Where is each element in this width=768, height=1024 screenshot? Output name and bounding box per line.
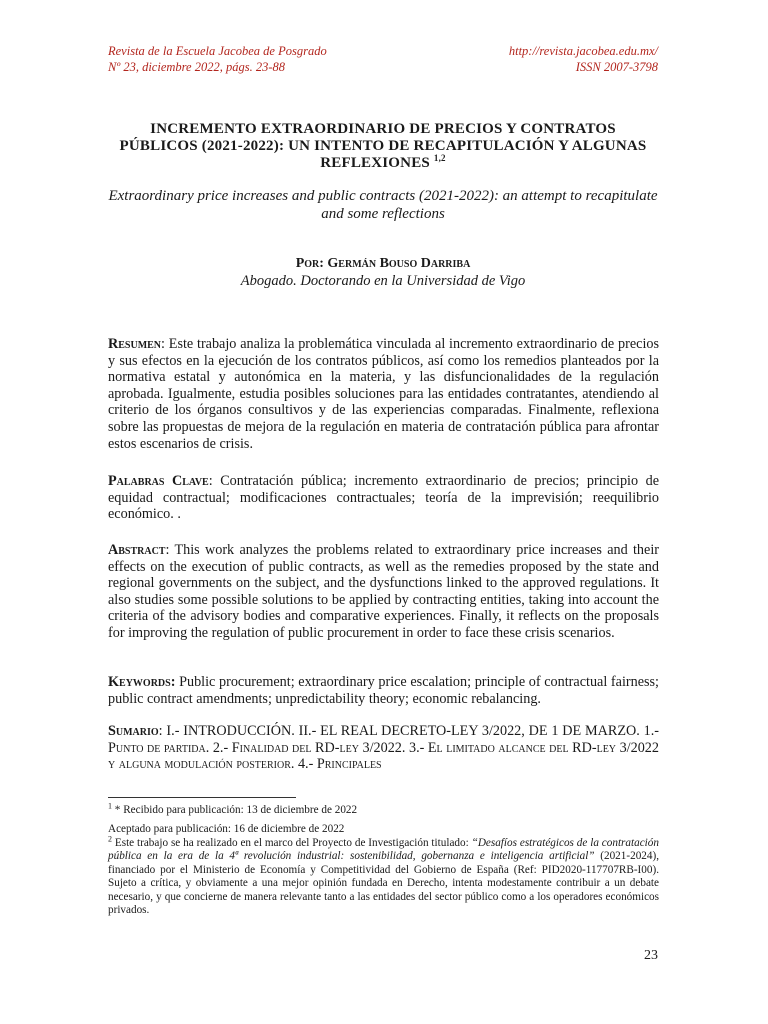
footnote-1	[108, 801, 659, 817]
title-line-3	[108, 155, 658, 172]
palabras-clave-text: : Contratación pública; incremento extraordinario de precios; principio de equidad contractual; modificaciones contractuales; teoría de la imprevisión; reequilibrio económico. .	[108, 473, 659, 523]
resumen-paragraph	[108, 336, 659, 452]
keywords-paragraph	[108, 674, 659, 707]
sumario-label: Sumario	[108, 723, 159, 739]
article-title	[108, 121, 658, 172]
footnote-1-mark: 1	[108, 801, 112, 811]
title-line-3-text: REFLEXIONES	[320, 155, 430, 171]
journal-url: http://revista.jacobea.edu.mx/	[508, 44, 658, 58]
issn: ISSN 2007-3798	[575, 60, 658, 74]
author-name: Germán Bouso Darriba	[327, 256, 471, 271]
sumario-paragraph	[108, 723, 659, 773]
footnote-2-pre: Este trabajo se ha realizado en el marco del Proyecto de Investigación titulado:	[112, 837, 472, 849]
abstract-label: Abstract	[108, 542, 166, 558]
footnote-2-post: (2021-2024), financiado por el Ministerio de Economía y Competitividad del Gobierno de España (Ref: PID2020-117707RB-I00). Sujeto a crítica, y obviamente a una mejor opinión fundada en Derecho, intenta modestamente contribuir a un debate necesario, y que concierne de manera relevante tanto a las entidades del sector público como a los operadores económicos privados.	[108, 850, 659, 917]
footnote-2-project-title: “Desafíos estratégicos de la contratación pública en la era de la 4ª revolución industrial: sostenibilidad, gobernanza e inteligencia artificial”	[108, 837, 659, 863]
english-title: Extraordinary price increases and public contracts (2021-2022): an attempt to recapitulate and some reflections	[108, 188, 658, 222]
author-line	[108, 256, 658, 272]
running-header-right	[509, 43, 658, 75]
palabras-clave-label: Palabras Clave	[108, 473, 209, 489]
abstract-text: : This work analyzes the problems related to extraordinary price increases and their effects on the execution of public contracts, as well as the remedies proposed by the state and regional governments on the subject, and the dysfunctions linked to the approved regulations. It also studies some possible solutions to be applied by contracting entities, taking into account the criteria of the advisory bodies and comparative experiences. Finally, it reflects on the proposals for improving the regulation of public procurement in order to face these crisis scenarios.	[108, 542, 659, 641]
journal-name: Revista de la Escuela Jacobea de Posgrado	[108, 44, 327, 58]
sumario-text: : I.- INTRODUCCIÓN. II.- EL REAL DECRETO-LEY 3/2022, DE 1 DE MARZO. 1.- Punto de partida. 2.- Finalidad del RD-ley 3/2022. 3.- El limitado alcance del RD-ley 3/2022 y alguna modulación posterior. 4.- Principales	[108, 723, 659, 773]
abstract-paragraph	[108, 542, 659, 642]
keywords-text: Public procurement; extraordinary price escalation; principle of contractual fairness; public contract amendments; unpredictability theory; economic rebalancing.	[108, 674, 659, 707]
resumen-label: Resumen	[108, 336, 162, 352]
footnote-2-mark: 2	[108, 834, 112, 844]
footnote-1-accepted: Aceptado para publicación: 16 de diciembre de 2022	[108, 823, 345, 835]
issue-info: Nº 23, diciembre 2022, págs. 23-88	[108, 60, 286, 74]
footnote-separator	[108, 797, 296, 798]
palabras-clave-paragraph	[108, 473, 659, 523]
running-header-left	[108, 43, 327, 75]
title-line-1: INCREMENTO EXTRAORDINARIO DE PRECIOS Y CONTRATOS	[150, 121, 616, 137]
title-line-2: PÚBLICOS (2021-2022): UN INTENTO DE RECAPITULACIÓN Y ALGUNAS	[119, 138, 647, 154]
author-by: Por:	[295, 256, 324, 271]
footnote-1-text: * Recibido para publicación: 13 de diciembre de 2022	[112, 804, 358, 816]
title-footnote-refs[interactable]: 1,2	[433, 153, 446, 163]
page-number: 23	[644, 948, 658, 963]
keywords-label: Keywords:	[108, 674, 176, 690]
author-affiliation: Abogado. Doctorando en la Universidad de Vigo	[240, 273, 526, 289]
resumen-text: : Este trabajo analiza la problemática vinculada al incremento extraordinario de precios y sus efectos en la ejecución de los contratos públicos, así como los remedios planteados por la normativa estatal y autonómica en la materia, y las disfuncionalidades de la regulación aprobada. Igualmente, estudia posibles soluciones para las entidades contratantes, atendiendo al criterio de los órganos consultivos y de las experiencias comparadas. Finalmente, reflexiona sobre las propuestas de mejora de la regulación en materia de contratación pública para afrontar estos escenarios de crisis.	[108, 336, 659, 452]
footnote-2	[108, 834, 659, 917]
